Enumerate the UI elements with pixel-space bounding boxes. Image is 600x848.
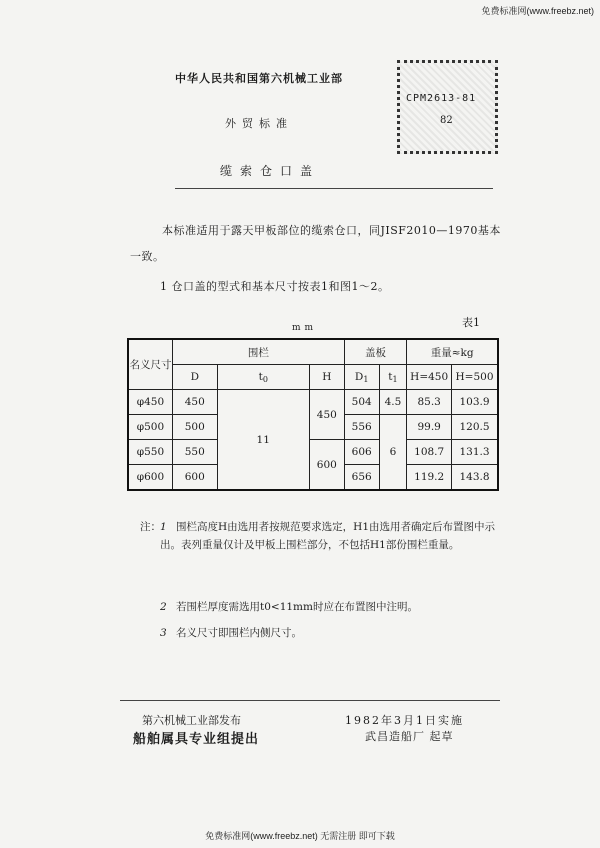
note-3-text: 名义尺寸即围栏内侧尺寸。 (176, 627, 302, 639)
footer-rule (120, 700, 500, 701)
standard-code: CPM2613-81 (406, 93, 477, 104)
cell-t0: 11 (217, 390, 309, 491)
ministry-title: 中华人民共和国第六机械工业部 (175, 72, 343, 85)
note-1 (160, 518, 500, 554)
header-w450: H=450 (407, 365, 452, 390)
cell-H-600: 600 (309, 440, 344, 491)
cell-w450: 85.3 (407, 390, 452, 415)
header-weight: 重量≈kg (407, 339, 498, 365)
cell-w500: 143.8 (452, 465, 498, 491)
note-2-number: 2 (160, 601, 167, 613)
note-2-text: 若围栏厚度需选用t0<11mm时应在布置图中注明。 (176, 601, 418, 613)
cell-D1: 656 (344, 465, 379, 491)
header-D1-sub: 1 (363, 374, 369, 384)
header-nominal-size: 名义尺寸 (128, 339, 172, 390)
intro-line-1: 本标准适用于露天甲板部位的缆索仓口，同JISF2010—1970基本 (162, 224, 501, 237)
header-rule (175, 188, 493, 189)
cell-w500: 120.5 (452, 415, 498, 440)
note-3 (160, 624, 500, 642)
table-row (128, 440, 498, 465)
standard-year: 82 (440, 115, 453, 126)
cell-w450: 108.7 (407, 440, 452, 465)
cell-t1-45: 4.5 (379, 390, 407, 415)
site-watermark-top: 免费标准网(www.freebz.net) (481, 6, 594, 16)
header-t0 (217, 365, 309, 390)
standard-code-stamp (397, 60, 498, 154)
cell-D: 550 (172, 440, 217, 465)
cell-D: 500 (172, 415, 217, 440)
clause-1: 1 仓口盖的型式和基本尺寸按表1和图1～2。 (160, 280, 390, 293)
implementation-date: 1982年3月1日实施 (345, 714, 464, 727)
cell-w500: 103.9 (452, 390, 498, 415)
cell-D1: 504 (344, 390, 379, 415)
note-3-number: 3 (160, 627, 167, 639)
cell-D: 600 (172, 465, 217, 491)
cell-name: φ450 (128, 390, 172, 415)
header-t1-base: t (388, 370, 393, 383)
header-w500: H=500 (452, 365, 498, 390)
table-title: 表1 (462, 316, 480, 329)
cell-w500: 131.3 (452, 440, 498, 465)
notes-label: 注： (140, 521, 161, 533)
table-row (128, 390, 498, 415)
header-t0-sub: 0 (262, 374, 268, 384)
intro-line-2: 一致。 (130, 250, 165, 263)
proposer: 船舶属具专业组提出 (133, 732, 260, 747)
header-t1-sub: 1 (392, 374, 398, 384)
drafter: 武昌造船厂 起草 (365, 730, 454, 743)
cell-D1: 606 (344, 440, 379, 465)
cell-D: 450 (172, 390, 217, 415)
standard-type: 外贸标准 (225, 117, 293, 130)
cell-w450: 99.9 (407, 415, 452, 440)
header-coaming: 围栏 (172, 339, 344, 365)
table-unit: mm (292, 323, 318, 333)
cell-name: φ550 (128, 440, 172, 465)
header-t0-base: t (258, 370, 263, 383)
header-D1 (344, 365, 379, 390)
dimension-table (127, 338, 499, 491)
note-1-number: 1 (160, 521, 167, 533)
note-1-text: 围栏高度H由选用者按规范要求选定，H1由选用者确定后布置图中示出。表列重量仅计及甲板上围栏部分，不包括H1部份围栏重量。 (160, 521, 495, 551)
header-D: D (172, 365, 217, 390)
issuer: 第六机械工业部发布 (142, 714, 241, 727)
header-cover: 盖板 (344, 339, 407, 365)
cell-name: φ500 (128, 415, 172, 440)
header-t1 (379, 365, 407, 390)
cell-name: φ600 (128, 465, 172, 491)
standard-header (175, 60, 495, 200)
note-2 (160, 598, 500, 616)
cell-t1-6: 6 (379, 415, 407, 491)
cell-w450: 119.2 (407, 465, 452, 491)
header-D1-base: D (354, 370, 364, 383)
standard-name: 缆索仓口盖 (220, 164, 321, 178)
cell-H-450: 450 (309, 390, 344, 440)
intro-paragraph (130, 218, 510, 270)
cell-D1: 556 (344, 415, 379, 440)
header-H: H (309, 365, 344, 390)
site-watermark-bottom: 免费标准网(www.freebz.net) 无需注册 即可下载 (205, 831, 395, 841)
